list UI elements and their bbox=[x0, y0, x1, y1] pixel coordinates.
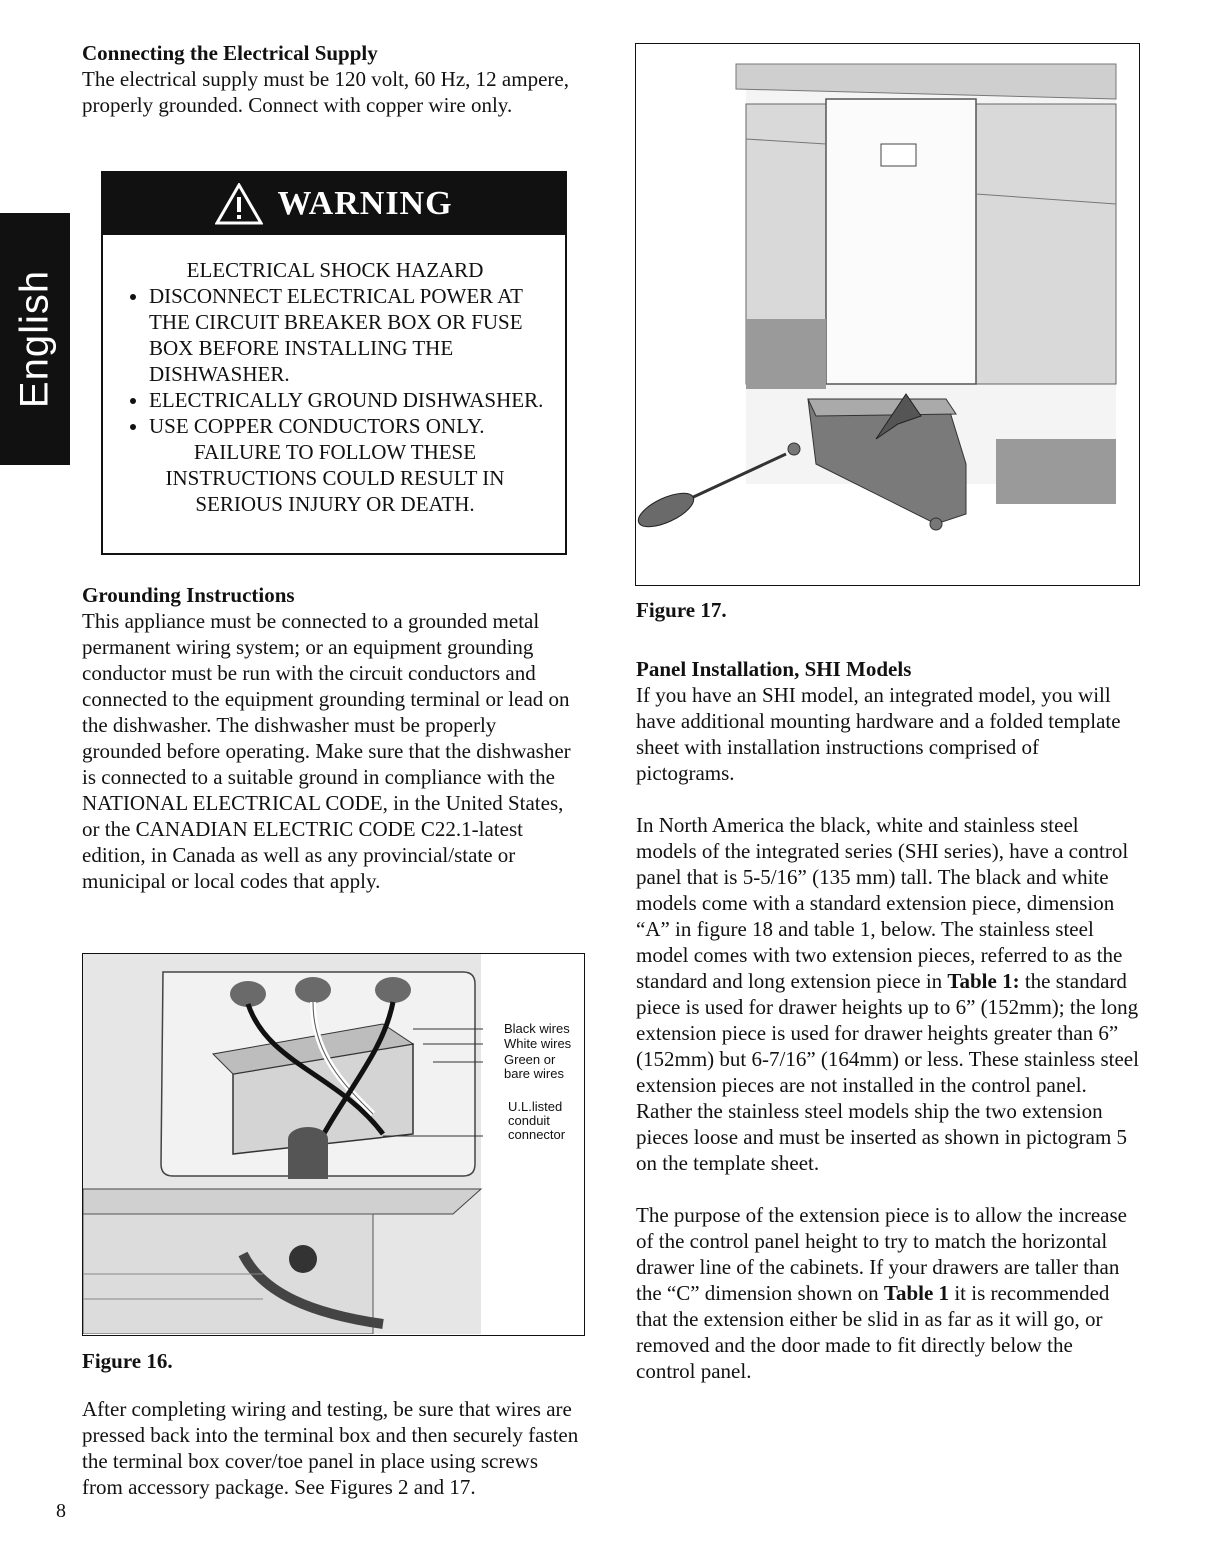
warning-item: • ELECTRICALLY GROUND DISHWASHER. bbox=[149, 387, 551, 413]
language-tab bbox=[0, 213, 70, 465]
figure-16-caption: Figure 16. bbox=[82, 1349, 173, 1373]
wiring-illustration bbox=[83, 954, 583, 1334]
callout-black-wires: Black wires bbox=[504, 1021, 570, 1036]
panel-paragraph-2-bold: Table 1: bbox=[947, 969, 1020, 993]
panel-section bbox=[636, 656, 1141, 1384]
after-wiring-section bbox=[82, 1396, 587, 1500]
panel-paragraph-3-a: The purpose of the extension piece is to allow the increase of the control panel height to try to match the horizontal drawer line of the cabinets. If your drawers are taller than the “C” dimension shown on bbox=[636, 1203, 1127, 1305]
panel-paragraph-1: If you have an SHI model, an integrated model, you will have additional mounting hardware and a folded template sheet with installation instructions comprised of pictograms. bbox=[636, 683, 1121, 785]
grounding-section bbox=[82, 582, 587, 894]
grounding-heading: Grounding Instructions bbox=[82, 583, 295, 607]
callout-green-wires-2: bare wires bbox=[504, 1066, 564, 1081]
after-wiring-text: After completing wiring and testing, be sure that wires are pressed back into the terminal box and then securely fasten the terminal box cover/toe panel in place using screws from accessory package. See Figures 2 and 17. bbox=[82, 1397, 579, 1499]
warning-hazard: ELECTRICAL SHOCK HAZARD bbox=[186, 258, 484, 282]
electrical-section bbox=[82, 40, 587, 118]
panel-paragraph-3-bold: Table 1 bbox=[883, 1281, 950, 1305]
warning-item: • USE COPPER CONDUCTORS ONLY. bbox=[149, 413, 551, 439]
panel-heading: Panel Installation, SHI Models bbox=[636, 657, 912, 681]
callout-white-wires: White wires bbox=[504, 1036, 572, 1051]
figure-17-caption: Figure 17. bbox=[636, 598, 727, 622]
panel-paragraph-2 bbox=[636, 812, 1141, 1176]
panel-paragraph-2-a: In North America the black, white and stainless steel models of the integrated series (SHI series), have a control panel that is 5-5/16” (135 mm) tall. The black and white models come with a standard extension piece, dimension “A” in figure 18 and table 1, below. The stainless steel model comes with two extension pieces, referred to as the standard and long extension piece in bbox=[636, 813, 1129, 993]
warning-triangle-icon bbox=[215, 183, 263, 225]
panel-paragraph-3-b: it is recommended that the extension either be slid in as far as it will go, or removed and the door made to fit directly below the control panel. bbox=[636, 1281, 1110, 1383]
figure-17 bbox=[635, 43, 1140, 586]
panel-paragraph-2-b: the standard piece is used for drawer heights up to 6” (152mm); the long extension piece is used for drawer heights greater than 6” (152mm) but 6-7/16” (164mm) or less. These stainless steel extension pieces are not installed in the control panel. Rather the stainless steel models ship the two extension pieces loose and must be inserted as shown in pictogram 5 on the template sheet. bbox=[636, 969, 1139, 1175]
warning-footer: FAILURE TO FOLLOW THESE INSTRUCTIONS COULD RESULT IN SERIOUS INJURY OR DEATH. bbox=[165, 440, 505, 516]
panel-installation-illustration bbox=[636, 44, 1138, 584]
electrical-text: The electrical supply must be 120 volt, 60 Hz, 12 ampere, properly grounded. Connect with copper wire only. bbox=[82, 67, 569, 117]
panel-paragraph-3 bbox=[636, 1202, 1136, 1384]
warning-item: • DISCONNECT ELECTRICAL POWER AT THE CIRCUIT BREAKER BOX OR FUSE BOX BEFORE INSTALLING THE DISHWASHER. bbox=[149, 283, 551, 387]
callout-green-wires-1: Green or bbox=[504, 1052, 556, 1067]
electrical-heading: Connecting the Electrical Supply bbox=[82, 41, 378, 65]
warning-title: WARNING bbox=[277, 185, 453, 222]
warning-header bbox=[103, 173, 565, 235]
callout-conduit-2: conduit bbox=[508, 1113, 550, 1128]
warning-body bbox=[103, 235, 565, 517]
callout-conduit-1: U.L.listed bbox=[508, 1099, 563, 1114]
warning-box bbox=[101, 171, 567, 555]
warning-list bbox=[119, 283, 551, 439]
language-tab-label: English bbox=[12, 269, 57, 409]
figure-16 bbox=[82, 953, 585, 1336]
grounding-text: This appliance must be connected to a grounded metal permanent wiring system; or an equipment grounding conductor must be run with the circuit conductors and connected to the equipment grounding terminal or lead on the dishwasher. The dishwasher must be properly grounded before operating. Make sure that the dishwasher is connected to a suitable ground in compliance with the NATIONAL ELECTRICAL CODE, in the United States, or the CANADIAN ELECTRIC CODE C22.1-latest edition, in Canada as well as any provincial/state or municipal or local codes that apply. bbox=[82, 609, 571, 893]
page-number: 8 bbox=[56, 1500, 66, 1522]
callout-conduit-3: connector bbox=[508, 1127, 566, 1142]
